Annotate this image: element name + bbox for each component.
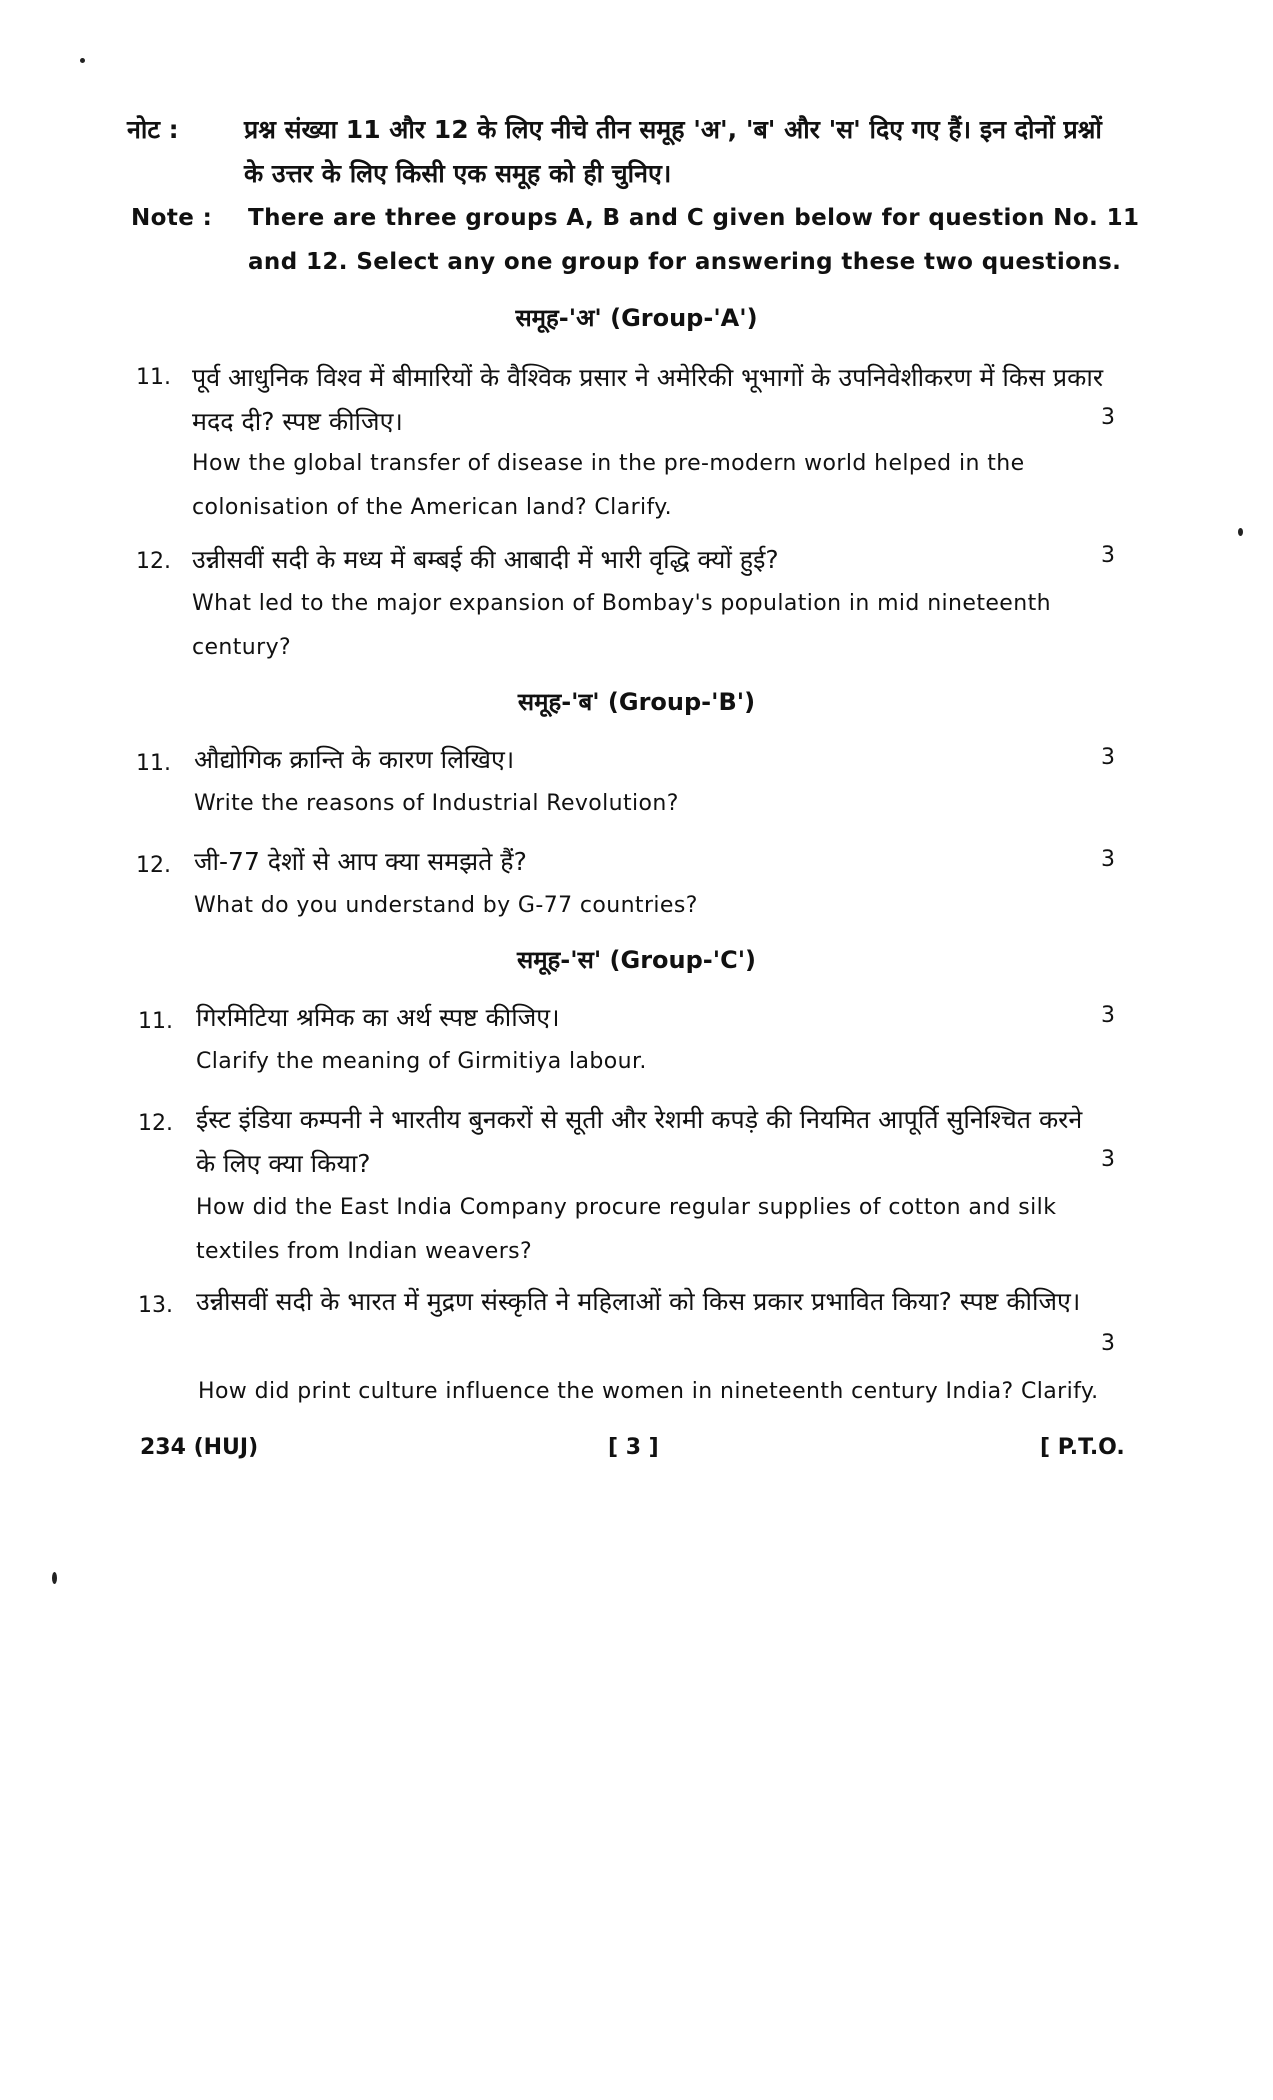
question-number: 12. (138, 1111, 173, 1136)
question-marks: 3 (1101, 1331, 1115, 1356)
question-number: 11. (138, 1009, 173, 1034)
note-text-english-line2: and 12. Select any one group for answering these two questions. (248, 249, 1122, 275)
paper-code: 234 (HUJ) (140, 1435, 259, 1460)
question-english: Write the reasons of Industrial Revolution? (194, 791, 679, 816)
pto-marker: [ P.T.O. (1040, 1435, 1125, 1460)
question-hindi: मदद दी? स्पष्ट कीजिए। (192, 407, 403, 436)
page-number: [ 3 ] (608, 1435, 659, 1460)
question-hindi: उन्नीसवीं सदी के भारत में मुद्रण संस्कृति ने महिलाओं को किस प्रकार प्रभावित किया? स्पष्ट कीजिए। (196, 1287, 1081, 1316)
question-english: What led to the major expansion of Bombay's population in mid nineteenth (192, 591, 1051, 616)
question-english: colonisation of the American land? Clarify. (192, 495, 672, 520)
question-english: textiles from Indian weavers? (196, 1239, 533, 1264)
question-hindi: उन्नीसवीं सदी के मध्य में बम्बई की आबादी में भारी वृद्धि क्यों हुई? (192, 545, 779, 574)
question-number: 11. (136, 751, 171, 776)
group-c-heading: समूह-'स' (Group-'C') (516, 946, 757, 974)
question-number: 11. (136, 365, 171, 390)
note-label-hindi: नोट : (127, 115, 179, 144)
question-hindi: औद्योगिक क्रान्ति के कारण लिखिए। (194, 745, 515, 774)
question-english: What do you understand by G-77 countries? (194, 893, 698, 918)
question-marks: 3 (1101, 1003, 1115, 1028)
note-text-hindi-line2: के उत्तर के लिए किसी एक समूह को ही चुनिए। (244, 159, 672, 188)
scan-speck (80, 58, 85, 63)
question-marks: 3 (1101, 405, 1115, 430)
question-marks: 3 (1101, 543, 1115, 568)
question-hindi: गिरमिटिया श्रमिक का अर्थ स्पष्ट कीजिए। (196, 1003, 560, 1032)
question-english: Clarify the meaning of Girmitiya labour. (196, 1049, 647, 1074)
question-english: How did the East India Company procure regular supplies of cotton and silk (196, 1195, 1057, 1220)
note-text-hindi-line1: प्रश्न संख्या 11 और 12 के लिए नीचे तीन समूह 'अ', 'ब' और 'स' दिए गए हैं। इन दोनों प्रश्नों (244, 115, 1102, 144)
question-hindi: जी-77 देशों से आप क्या समझते हैं? (194, 847, 527, 876)
question-english: How did print culture influence the women in nineteenth century India? Clarify. (198, 1379, 1099, 1404)
group-a-heading: समूह-'अ' (Group-'A') (515, 304, 758, 332)
note-text-english-line1: There are three groups A, B and C given below for question No. 11 (248, 205, 1140, 231)
note-label-english: Note : (131, 205, 213, 231)
question-marks: 3 (1101, 1147, 1115, 1172)
question-hindi: ईस्ट इंडिया कम्पनी ने भारतीय बुनकरों से सूती और रेशमी कपड़े की नियमित आपूर्ति सुनिश्चित करने (196, 1105, 1083, 1134)
question-hindi: के लिए क्या किया? (196, 1149, 371, 1178)
question-number: 12. (136, 549, 171, 574)
scan-speck (52, 1572, 57, 1584)
question-number: 13. (138, 1293, 173, 1318)
scan-speck (1238, 528, 1243, 536)
question-hindi: पूर्व आधुनिक विश्व में बीमारियों के वैश्विक प्रसार ने अमेरिकी भूभागों के उपनिवेशीकरण में किस प्रकार (192, 363, 1104, 392)
question-number: 12. (136, 853, 171, 878)
question-marks: 3 (1101, 745, 1115, 770)
group-b-heading: समूह-'ब' (Group-'B') (517, 688, 756, 716)
question-english: century? (192, 635, 292, 660)
question-marks: 3 (1101, 847, 1115, 872)
question-english: How the global transfer of disease in the pre-modern world helped in the (192, 451, 1025, 476)
